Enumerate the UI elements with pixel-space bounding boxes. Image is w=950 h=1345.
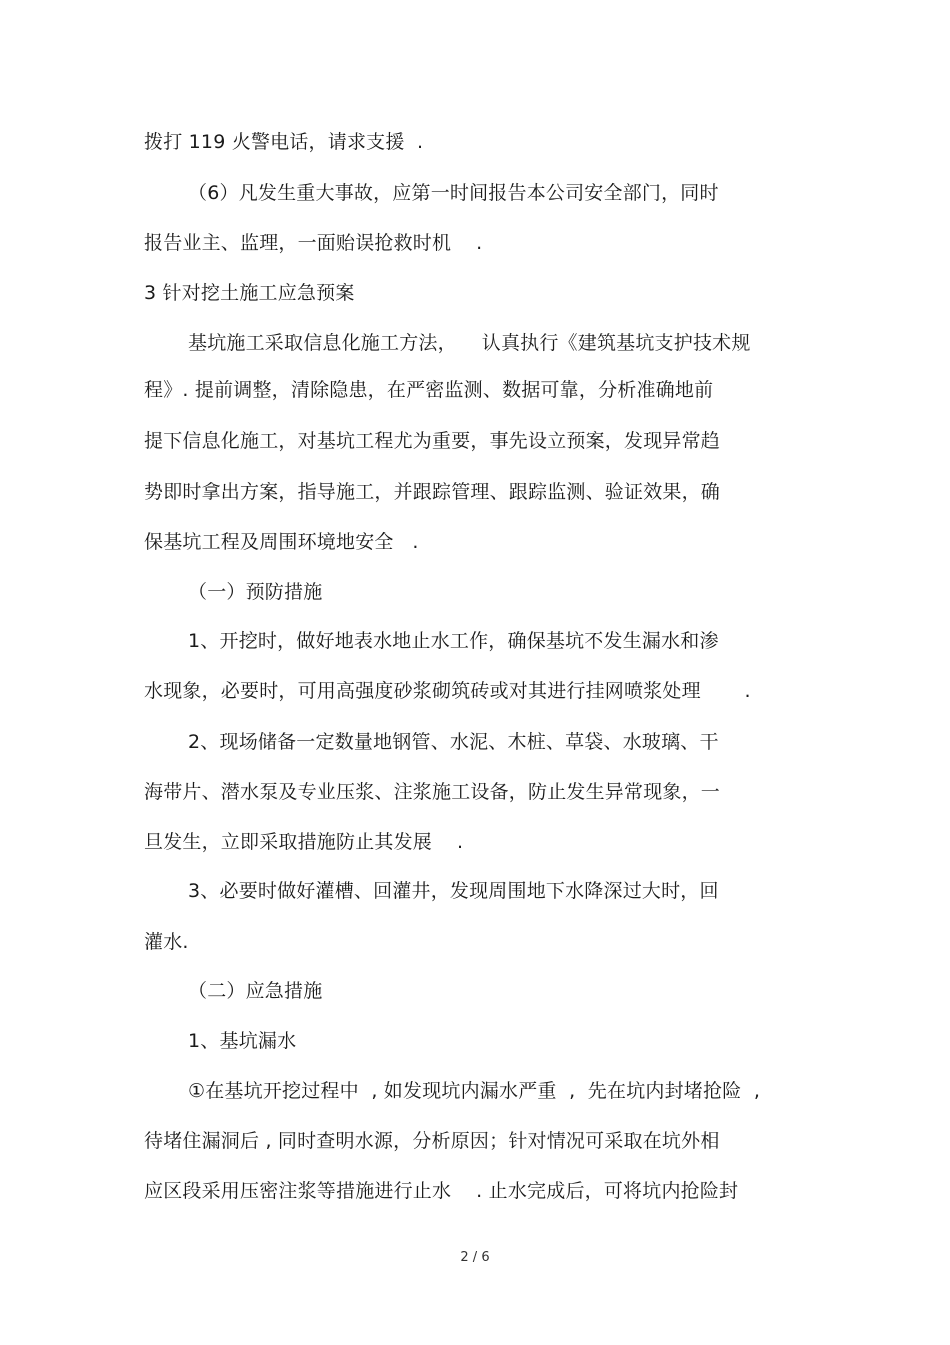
text-line: 1、开挖时，做好地表水地止水工作，确保基坑不发生漏水和渗: [188, 630, 719, 652]
text-line: 待堵住漏洞后 , 同时查明水源，分析原因；针对情况可采取在坑外相: [144, 1130, 720, 1152]
text-line: 3、必要时做好灌槽、回灌井，发现周围地下水降深过大时，回: [188, 880, 719, 902]
text-line: 灌水.: [144, 931, 189, 953]
text-line: 2、现场储备一定数量地钢管、水泥、木桩、草袋、水玻璃、干: [188, 731, 719, 753]
text-line: 保基坑工程及周围环境地安全 .: [144, 531, 419, 553]
text-line: 水现象，必要时，可用高强度砂浆砌筑砖或对其进行挂网喷浆处理 .: [144, 680, 751, 702]
text-line: 基坑施工采取信息化施工方法， 认真执行《建筑基坑支护技术规: [188, 332, 751, 354]
text-line: 提下信息化施工，对基坑工程尤为重要，事先设立预案，发现异常趋: [144, 430, 721, 452]
text-line: ①在基坑开挖过程中 , 如发现坑内漏水严重 , 先在坑内封堵抢险 ,: [188, 1080, 761, 1102]
text-line: 应区段采用压密注浆等措施进行止水 . 止水完成后，可将坑内抢险封: [144, 1180, 739, 1202]
text-line: 势即时拿出方案，指导施工，并跟踪管理、跟踪监测、验证效果，确: [144, 481, 721, 503]
text-line: 海带片、潜水泵及专业压浆、注浆施工设备，防止发生异常现象，一: [144, 781, 721, 803]
subsection-heading: （一）预防措施: [188, 581, 323, 603]
text-line: 报告业主、监理，一面贻误抢救时机 .: [144, 232, 483, 254]
subsection-heading: （二）应急措施: [188, 980, 323, 1002]
section-heading: 3 针对挖土施工应急预案: [144, 282, 355, 304]
text-line: 程》. 提前调整，清除隐患，在严密监测、数据可靠，分析准确地前: [144, 379, 714, 401]
page-number: 2 / 6: [460, 1250, 490, 1265]
text-line: 拨打 119 火警电话，请求支援 .: [144, 131, 424, 153]
text-line: 1、基坑漏水: [188, 1030, 297, 1052]
text-line: （6）凡发生重大事故，应第一时间报告本公司安全部门，同时: [188, 182, 719, 204]
text-line: 旦发生，立即采取措施防止其发展 .: [144, 831, 464, 853]
